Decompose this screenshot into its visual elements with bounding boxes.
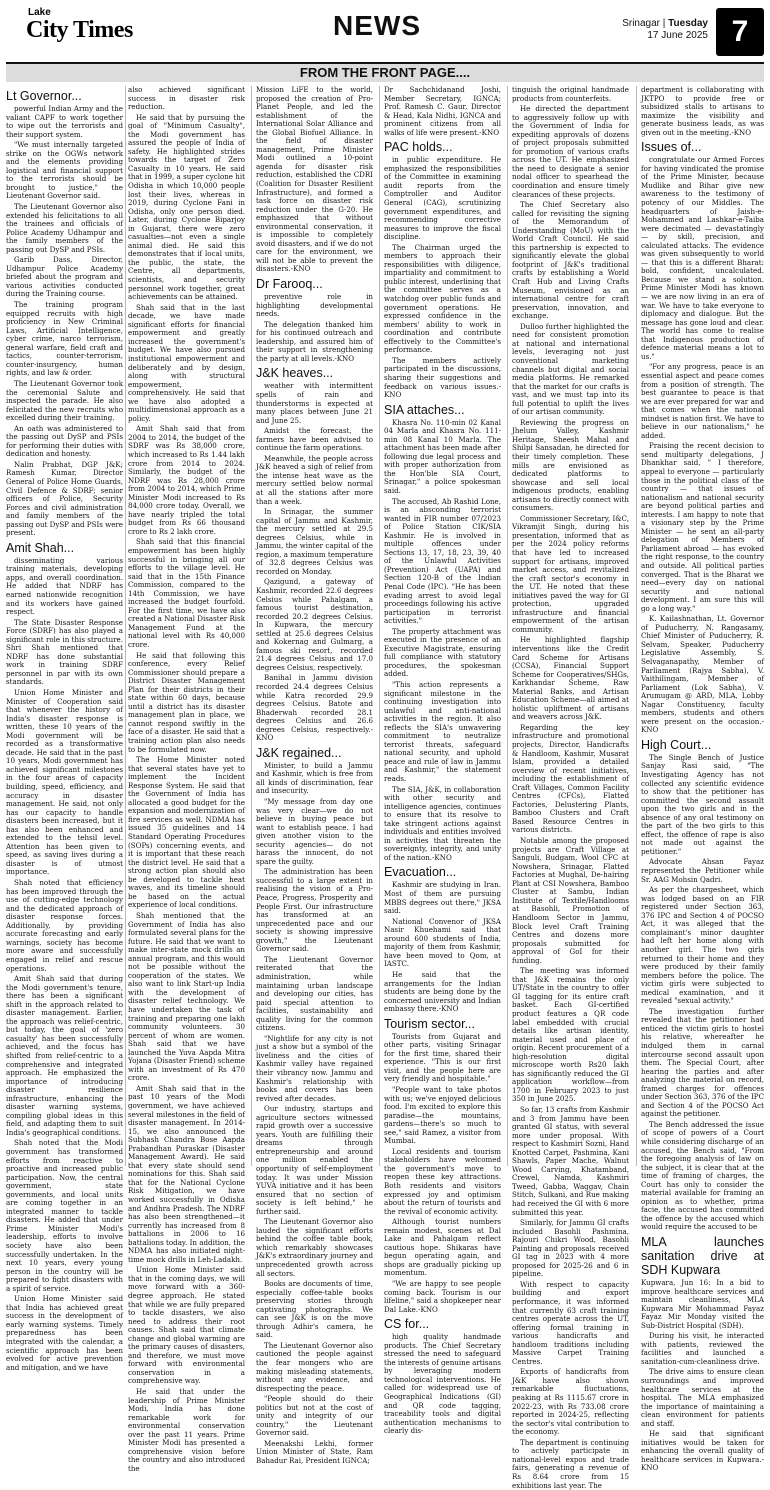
article-paragraph: The Lieutenant Governor reiterated that the administration, while maintaining urban landscape and developing our cities, has paid special attention to facilities, sustainability and quality living for the common citizens. <box>256 954 373 1033</box>
article-paragraph: Commissioner Secretary, I&C, Vikramjit Singh, during his presentation, informed that as per the 2024 policy reforms that have led to increased support for artisans, improved market access, and revitalized the craft sector's economy in the UT. He noted that these initiatives paved the way for GI protection, upgraded infrastructure and financial empowerment of the artisan community. <box>512 513 629 634</box>
article-paragraph: In Srinagar, the summer capital of Jammu and Kashmir, the mercury settled at 29.5 degrees Celsius, while in Jammu, the winter capital of the region, a maximum temperature of 32.8 degrees Celsius was recorded on Monday. <box>256 507 373 576</box>
article-paragraph: also achieved significant success in disaster risk reduction. <box>128 85 245 112</box>
article-paragraph: With respect to capacity building and export performance, it was informed that currently 63 craft training centres operate across the UT, offering formal training in various handicrafts and handloom traditions including Massive Carpet Training Centres. <box>512 1279 629 1366</box>
article-headline: Tourism sector... <box>384 1016 475 1031</box>
article-paragraph: Kashmir are studying in Iran. Most of them are pursuing MBBS degrees out there," JKSA said. <box>384 880 501 916</box>
article-paragraph: Books are documents of time, especially coffee-table books preserving stories through captivating photographs. We can see J&K is on the move through Adhir's camera, he said. <box>256 1279 373 1340</box>
column-6 <box>641 85 764 1473</box>
article-paragraph: The administration has been successful to a large extent in realising the vision of a Pro-Peace, Progress, Prosperity and People First. Our infrastructure has transformed at an unprecedented pace and our society is showing impressive growth," the Lieutenant Governor said. <box>256 867 373 954</box>
article-paragraph: Local residents and tourism stakeholders have welcomed the government's move to reopen these key attractions. Both residents and visitors expressed joy and optimism about the return of tourists and the revival of economic activity. <box>384 1146 501 1216</box>
article-paragraph: He said that by pursuing the goal of "Minimum Casualty", the Modi government has assured the people of India of safety. He highlighted strides towards the target of Zero Casualty in 10 years. He said that in 1999, a super cyclone hit Odisha in which 10,000 people lost their lives, whereas in 2019, during Cyclone Fani in Odisha, only one person died. Later, during Cyclone Biparjoy in Gujarat, there were zero casualties—not even a single animal died. He said this demonstrates that if local units, the public, the state, the Centre, all departments, scientists, and security personnel work together, great achievements can be attained. <box>128 112 245 302</box>
article-paragraph: Kupwara, Jun 16: In a bid to improve healthcare services and maintain cleanliness, MLA Kupwara Mir Mohammad Fayaz Fayaz Mir Monday visited the Sub-District Hospital (SDH). <box>641 1278 764 1330</box>
column-divider <box>379 86 380 1166</box>
column-5 <box>512 85 629 1490</box>
article-paragraph: congratulate our Armed Forces for having vindicated the promise of the Prime Minister, because Mudlike and Bihar give new awareness to the testimony of potency of our Middles. The headquarters of Jaish-e-Mohammed and Lashkar-e-Taiba were decimated — devastatingly — by skill, precision, and calculated attacks. The evidence was given subsequently to world — that this is a different Bharat: bold, confident, uncalculated. Because we stand a solution. Prime Minister Modi has known — we are now living in an era of war. We have to take everyone to diplomacy and dialogue. But the message has gone loud and clear. The world has come to realise that Indigenous production of defence material means a lot to us." <box>641 155 764 361</box>
article-paragraph: The Chairman urged the members to approach their responsibilities with diligence, impartiality and commitment to public interest, underlining that the committee serves as a watchdog over public funds and government operations. He expressed confidence in the members' ability to work in coordination and contribute effectively to the Committee's performance. <box>384 242 501 355</box>
article-paragraph: He said that significant initiatives would be taken for enhancing the overall quality of healthcare services in Kupwara.-KNO <box>641 1429 764 1473</box>
article-paragraph: "We are happy to see people coming back. Tourism is our lifeline," said a shopkeeper near Dal Lake.-KNO <box>384 1279 501 1314</box>
article-paragraph: The Bench addressed the issue of scope of powers of a Court while considering discharge of an accused, the Bench said, "From the foregoing analysis of law on the subject, it is clear that at the time of framing of charges, the Court has only to consider the material available for framing an opinion as to whether, prima facie, the accused has committed the offence by the accused which would require the accused to be <box>641 1119 764 1232</box>
article-columns <box>6 85 764 1490</box>
logo-city-times: City Times <box>26 17 133 43</box>
dateline-date: 17 June 2025 <box>647 30 708 41</box>
page-number: 7 <box>716 8 764 56</box>
article-headline: Evacuation... <box>384 865 457 880</box>
article-paragraph: Shah noted that the Modi government has transformed efforts from reactive to proactive and increased public participation. Now, the central government, state governments, and local units are coming together in an integrated manner to tackle disasters. He added that under Prime Minister Modi's leadership, efforts to involve society have also been successfully undertaken. In the next 10 years, every young person in the country will be prepared to fight disasters with a spirit of service. <box>6 1138 123 1293</box>
article-headline: Lt Governor... <box>6 89 82 103</box>
article-paragraph: The delegation thanked him for his continued outreach and leadership, and assured him of their support in strengthening the party at all levels.-KNO <box>256 319 373 363</box>
article-paragraph: The drive aims to ensure clean surroundings and improved healthcare services at the hospital. The MLA emphasized the importance of maintaining a clean environment for patients and staff. <box>641 1367 764 1428</box>
article-paragraph: "For any progress, peace is an essential aspect and peace comes from a position of strength. The best guarantee to peace is that we are ever prepared for war and that comes when the national mindset is nation first. We have to believe in our nationalism," he added. <box>641 362 764 440</box>
article-paragraph: powerful Indian Army and the valiant CAPF to work together to wipe out the terrorists and their support system. <box>6 104 123 139</box>
article-headline: Amit Shah... <box>6 540 75 555</box>
article-paragraph: Although tourist numbers remain modest, scenes at Dal Lake and Pahalgam reflect cautious hope. Shikaras have begun operating again, and shops are gradually picking up momentum. <box>384 1217 501 1278</box>
article-paragraph: "My message from day one was very clear—we do not believe in buying peace but want to establish peace. I had given another vision to the security agencies— do not harass the innocent, do not spare the guilty. <box>256 797 373 866</box>
article-paragraph: Shah said that in the last decade, we have made significant efforts for financial empowerment and greatly increased the government's budget. We have also pursued institutional empowerment and deliberately and by design, along with structural empowerment, comprehensively. He said that we have also adopted a multidimensional approach as a policy. <box>128 302 245 423</box>
article-paragraph: The Single Bench of Justice Sanjay Rasi said, "The Investigating Agency has not collected any scientific evidence to show that the petitioner has committed the second assault upon the two girls and in the absence of any oral testimony on the part of the two girls to this effect, the offence of rape is also not made out against the petitioner." <box>641 752 764 856</box>
article-paragraph: The property attachment was executed in the presence of an Executive Magistrate, ensuring full compliance with statutory procedures, the spokesman added. <box>384 626 501 679</box>
article-paragraph: preventive role in highlighting developmental needs. <box>256 292 373 319</box>
article-paragraph: Shah noted that efficiency has been improved through the use of cutting-edge technology and the dedicated approach of disaster response forces. Additionally, by providing accurate forecasting and early warnings, society has become more aware and successfully engaged in relief and rescue operations. <box>6 878 123 973</box>
article-headline: SIA attaches... <box>384 402 465 417</box>
article-paragraph: Khasra No. 110-min 02 Kanal 04 Marla and Khasra No. 111-min 08 Kanal 10 Marla. The attachment has been made after following due legal process and with proper authorization from the Hon'ble SIA Court, Srinagar," a police spokesman said. <box>384 417 501 495</box>
article-paragraph: The Lieutenant Governor also extended his felicitations to all the trainees and officials of Police Academy Udhampur and the family members of the passing out DySP and PSIs. <box>6 202 123 254</box>
article-paragraph: "We must internally targeted strike on the OGWs network and the elements providing logistical and financial support to the terrorists should be brought to justice," the Lieutenant Governor said. <box>6 140 123 201</box>
article-paragraph: Shah said that this financial empowerment has been highly successful in bringing all our efforts to the village level. He said that in the 15th Finance Commission, compared to the 14th Commission, we have increased the budget fourfold. For the first time, we have also created a National Disaster Risk Management Fund at the national level with Rs 40,000 crore. <box>128 537 245 649</box>
article-headline: Dr Farooq... <box>256 277 323 292</box>
article-paragraph: The Lieutenant Governor also lauded the significant efforts behind the coffee table book, which remarkably showcases J&K's extraordinary journey and unprecedented growth across all sectors. <box>256 1217 373 1278</box>
article-headline: Issues of... <box>641 140 702 155</box>
article-paragraph: Tourists from Gujarat and other parts, visiting Srinagar for the first time, shared their experience. "This is our first visit, and the people here are very friendly and hospitable." <box>384 1031 501 1084</box>
article-paragraph: Qazigund, a gateway of Kashmir, recorded 22.6 degrees Celsius while Pahalgam, a famous tourist destination, recorded 20.2 degrees Celsius. In Kupwara, the mercury settled at 25.6 degrees Celsius and Kokernag and Gulmarg, a famous ski resort, recorded 21.4 degrees Celsius and 17.0 degrees Celsius, respectively. <box>256 577 373 672</box>
column-divider <box>636 86 637 1166</box>
article-paragraph: disseminating various training materials, developing apps, and overall coordination. He added that NDRF has earned nationwide recognition and its workers have gained respect. <box>6 555 123 617</box>
article-paragraph: Shah mentioned that the Government of India has also formulated several plans for the future. He said that we want to make inter-state mock drills an annual program, and this would not be possible without the cooperation of the states. We also want to link Start-up India with the development of disaster relief technology. We have undertaken the task of training and preparing one lakh community volunteers. 30 percent of whom are women. Shah said that we have launched the Yuva Aapda Mitra Yojana (Disaster Friend) scheme with an investment of Rs 470 crore. <box>128 910 245 1083</box>
dateline-day: Tuesday <box>668 18 708 29</box>
column-divider <box>251 86 252 1166</box>
article-headline: J&K regained... <box>256 745 342 760</box>
article-paragraph: The accused, Ab Rashid Lone, is an absconding terrorist wanted in FIR number 07/2023 of Police Station CIK/SIA Kashmir. He is involved in multiple offences under Sections 13, 17, 18, 23, 39, 40 of the Unlawful Activities (Prevention) Act (UAPA) and Section 120-B of the Indian Penal Code (IPC). "He has been evading arrest to avoid legal proceedings following his active participation in terrorist activities." <box>384 496 501 626</box>
article-paragraph: Mission LiFE to the world, proposed the creation of Pro-Planet People, and led the establishment of the International Solar Alliance and the Global Biofuel Alliance. In the field of disaster management, Prime Minister Modi outlined a 10-point agenda for disaster risk reduction, established the CDRI (Coalition for Disaster Resilient Infrastructure), and formed a task force on disaster risk reduction under the G-20. He emphasized that without environmental conservation, it is impossible to completely avoid disasters, and if we do not care for the environment, we will not be able to prevent the disasters.-KNO <box>256 85 373 274</box>
article-paragraph: Amit Shah said that from 2004 to 2014, the budget of the SDRF was Rs 38,000 crore, which increased to Rs 1.44 lakh crore from 2014 to 2024. Similarly, the budget of the NDRF was Rs 28,000 crore from 2004 to 2014, which Prime Minister Modi increased to Rs 84,000 crore today. Overall, we have nearly tripled the total budget from Rs 66 thousand crore to Rs 2 lakh crore. <box>128 424 245 536</box>
article-headline: MLA launches sanitation drive at SDH Kupwara <box>641 1235 764 1277</box>
article-paragraph: "This action represents a significant milestone in the continuing investigation into unlawful and anti-national activities in the region. It also reflects the SIA's unwavering commitment to neutralize terrorist threats, safeguard national security, and uphold peace and rule of law in Jammu and Kashmir," the statement reads. <box>384 680 501 784</box>
section-banner: FROM THE FRONT PAGE.... <box>6 64 764 82</box>
article-paragraph: As per the chargesheet, which was lodged based on an FIR registered under Section 363, 376 IPC and Section 4 of POCSO Act, it was alleged that the complainant's minor daughter had left her home along with another girl. The two girls returned to their home and they were produced by their family members before the police. The victim girls were subjected to medical examination, and it revealed "sexual activity." <box>641 885 764 1006</box>
column-3 <box>256 85 373 1466</box>
column-divider <box>125 86 126 1166</box>
article-headline: High Court... <box>641 737 712 752</box>
column-1 <box>6 86 123 1372</box>
article-paragraph: Dulloo further highlighted the need for consistent promotion at national and international levels, leveraging not just conventional marketing channels but digital and social media platforms. He remarked that the market for our crafts is vast, and we must tap into its full potential to uplift the lives of our artisan community. <box>512 321 629 417</box>
article-paragraph: The training program equipped recruits with high proficiency in New Criminal Laws, Artificial Intelligence, cyber crime, narco terrorism, general warfare, field craft and tactics, counter-terrorism, counter-insurgency, human rights, and law & order. <box>6 300 123 378</box>
article-paragraph: weather with intermittent spells of rain and thunderstorms is expected at many places between June 21 and June 25. <box>256 381 373 425</box>
column-divider <box>507 86 508 1166</box>
article-paragraph: Notable among the proposed projects are Craft Village at Sanguli, Budgam, Wool CFC at Nowshera, Srinagar, Flatted Factories at Mughal, De-hairing Plant at CSI Nowshera, Bamboo Cluster at Sambu, Indian Institute of Textile/Handlooms at Basohli, Promotion of Handloom Sector in Jammu, Block level Craft Training Centres and dozens more proposals submitted for approval of GoI for their funding. <box>512 836 629 965</box>
article-paragraph: Amidst the forecast, the farmers have been advised to continue the farm operations. <box>256 426 373 453</box>
logo <box>6 5 186 63</box>
article-headline: J&K heaves... <box>256 366 334 381</box>
article-paragraph: Advocate Ahsan Fayaz represented the Petitioner while Sr. AAG Mohsin Qadri. <box>641 857 764 884</box>
article-paragraph: in public expenditure. He emphasized the responsibilities of the Committee in examining audit reports from the Comptroller and Auditor General (CAG), scrutinizing government expenditures, and recommending corrective measures to improve the fiscal discipline. <box>384 155 501 242</box>
article-paragraph: Reviewing the progress on Jhelum Valley, Kashmir Heritage, Sheesh Mahal and Shilpi Sansadan, he directed for their timely completion. These mills are envisioned as dedicated platforms to showcase and sell local indigenous products, enabling artisans to directly connect with consumers. <box>512 417 629 513</box>
article-paragraph: Garib Dass, Director, Udhampur Police Academy briefed about the program and various activities conducted during the Training course. <box>6 255 123 299</box>
article-paragraph: The meeting was informed that J&K remains the only UT/State in the country to offer GI tagging for its entire craft basket. Each GI-certified product features a QR code label embedded with crucial details like artisan identity, material used and place of origin. Recent procurement of a high-resolution digital microscope worth Rs20 lakh has significantly reduced the GI application workflow—from 1700 in February 2023 to just 350 in June 2025. <box>512 966 629 1104</box>
article-paragraph: "Nightlife for any city is not just a show but a symbol of the liveliness and the cities of Kashmir valley have regained their vibrancy now. Jammu and Kashmir's relationship with books and covers has been revived after decades. <box>256 1033 373 1103</box>
article-paragraph: "People want to take photos with us; we've enjoyed delicious food. I'm excited to explore this paradise—the mountains, gardens—there's so much to see," said Ramez, a visitor from Mumbai. <box>384 1084 501 1146</box>
article-paragraph: He said that under the leadership of Prime Minister Modi, India has done remarkable work for environmental conservation over the past 11 years. Prime Minister Modi has presented a comprehensive vision before the country and also introduced the <box>128 1387 245 1473</box>
column-2 <box>128 85 245 1473</box>
article-paragraph: The Home Minister noted that several states have yet to implement the Incident Response System. He said that the Government of India has allocated a good budget for the expansion and modernization of fire services as well. NDMA has issued 35 guidelines and 14 Standard Operating Procedures (SOPs) concerning events, and it is important that these reach the district level. He said that a strong action plan should also be developed to tackle heat waves, and its timeline should be based on the actual experience of local conditions. <box>128 755 245 910</box>
article-paragraph: The Chief Secretary also called for revisiting the signing of the Memorandum of Understanding (MoU) with the World Craft Council. He said this partnership is expected to significantly elevate the global footprint of J&K's traditional crafts by establishing a World Craft Hub and Living Crafts Museum, envisioned as an international centre for craft preservation, innovation, and exchange. <box>512 200 629 321</box>
article-paragraph: The Lieutenant Governor also cautioned the people against the fear mongers who are making misleading statements, without any evidence, and disrespecting the peace. <box>256 1340 373 1393</box>
article-paragraph: Union Home Minister said that India has achieved great success in the development of early warning systems. Timely preparedness has been integrated with the calendar, a scientific approach has been evolved for active prevention and mitigation, and we have <box>6 1294 123 1372</box>
article-paragraph: So far, 13 crafts from Kashmir and 3 from Jammu have been granted GI status, with several more under proposal. With respect to Kashmiri Sozni, Hand Knotted Carpet, Pashmina, Kani Shawls, Paper Mache, Walnut Wood Carving, Khatamband, Crewel, Namda, Kashmiri Tweed, Gabba, Waggav, Chain Stitch, Sulkani, and Rue making had received the GI with 6 more submitted this year. <box>512 1104 629 1217</box>
article-headline: PAC holds... <box>384 140 453 155</box>
article-paragraph: Meenakshi Lekhi, former Union Minister of State, Ram Bahadur Rai, President IGNCA; <box>256 1438 373 1466</box>
article-paragraph: Amit Shah said that in the past 10 years of the Modi government, we have achieved several milestones in the field of disaster management. In 2014-15, we also announced the Subhash Chandra Bose Aapda Prabandhan Puraskar (Disaster Management Award). He said that every state should send nominations for this. Shah said that for the National Cyclone Risk Mitigation, we have worked successfully in Odisha and Andhra Pradesh. The NDRF has also been strengthened—it currently has increased from 8 battalions in 2006 to 16 battalions today. In addition, the NDMA has also initiated night-time mock drills in Leh-Ladakh. <box>128 1083 245 1264</box>
article-paragraph: He directed the department to aggressively follow up with the Government of India for expediting approvals of dozens of project proposals submitted for promotion of various crafts across the UT. He emphasized the need to designate a senior nodal officer to spearhead the coordination and ensure timely clearances of these projects. <box>512 104 629 199</box>
article-paragraph: high quality handmade products. The Chief Secretary stressed the need to safeguard the interests of genuine artisans by leveraging modern technological interventions. He called for widespread use of Geographical Indications (GI) and QR code tagging, traceability tools and digital authentication mechanisms to clearly dis- <box>384 1332 501 1436</box>
article-headline: CS for... <box>384 1317 430 1332</box>
article-paragraph: Praising the recent decision to send multiparty delegations, J Dhankhar said, " I therefore, appeal to everyone — particularly those in the political class of the country — that issues of nationalism and national security are beyond political parties and interests. I am happy to note that a visionary step by the Prime Minister — he sent an all-party delegation of Members of Parliament abroad — has evoked the right response, to the country and outside. All political parties converged. That is the Bharat we need—every day on national security and national development. I am sure this will go a long way." <box>641 441 764 613</box>
logo-lake: Lake <box>28 7 51 18</box>
article-paragraph: department is collaborating with JKTPO to provide free or subsidized stalls to artisans to maximize the visibility and generate business leads, as was given out in the meeting.-KNO <box>641 85 764 137</box>
article-paragraph: An oath was administered to the passing out DySP and PSIs for performing their duties with dedication and honesty. <box>6 423 123 459</box>
article-paragraph: The State Disaster Response Force (SDRF) has also played a significant role in this structure. Shri Shah mentioned that NDRF has done substantial work in training SDRF personnel in par with its own standards. <box>6 617 123 687</box>
article-paragraph: Amit Shah said that during the Modi government's tenure, there has been a significant shift in the approach related to disaster management. Earlier, the approach was relief-centric, but today, the goal of 'zero casualty' has been successfully achieved, and the focus has shifted from relief-centric to a comprehensive and integrated approach. He emphasized the importance of introducing disaster resilience infrastructure, enhancing the disaster warning systems, compiling global ideas in this field, and adapting them to suit India's geographical conditions. <box>6 974 123 1137</box>
article-paragraph: Exports of handicrafts from J&K have also shown remarkable fluctuations, peaking at Rs 1115.67 crore in 2022-23, with Rs 733.08 crore reported in 2024-25, reflecting the sector's vital contribution to the economy. <box>512 1367 629 1437</box>
article-paragraph: National Convenor of JKSA Nasir Khuehami said that around 600 students of India, majority of them from Kashmir, have been moved to Qom, at IASTC. <box>384 916 501 969</box>
article-paragraph: K. Kailashnathan, Lt. Governor of Puducherry, N. Rangasamy, Chief Minister of Puducherry, R. Selvam, Speaker, Puducherry Legislative Assembly, S. Selvaganapathy, Member of Parliament (Rajya Sabha), V. Vaithilingam, Member of Parliament (Lok Sabha), V. Arumugam @ ARD, MLA, Lobby Nagar Constituency, faculty members, students and others were present on the occasion.-KNO <box>641 614 764 735</box>
article-paragraph: Dr Sachchidanand Joshi, Member Secretary, IGNCA; Prof. Ramesh C. Gaur, Director & Head, Kala Nidhi, IGNCA and prominent citizens from all walks of life were present.-KNO <box>384 85 501 137</box>
article-paragraph: Meanwhile, the people across J&K heaved a sigh of relief from the intense heat wave as the mercury settled below normal at all the stations after more than a week. <box>256 453 373 506</box>
article-paragraph: Union Home Minister and Minister of Cooperation said that whenever the history of India's disaster response is written, these 10 years of the Modi government will be recorded as a transformative decade. He said that in the past 10 years, Modi government has achieved significant milestones in the four areas of capacity building, speed, efficiency, and accuracy in disaster management. He said, not only has our capacity to handle disasters been increased, but it has also been enhanced and extended to the tehsil level. Attention has been given to speed, as saving lives during a disaster is of utmost importance. <box>6 688 123 877</box>
article-paragraph: "People should do their politics but not at the cost of unity and integrity of our country," the Lieutenant Governor said. <box>256 1394 373 1438</box>
article-paragraph: Similarly, for Jammu GI crafts included Basohli Pashmina, Rajouri Chikri Wood, Basohli Painting and proposals received GI tag in 2023 with 4 more proposed for 2025-26 and 6 in pipeline. <box>512 1218 629 1279</box>
article-paragraph: Banihal in Jammu division recorded 24.4 degrees Celsius while Katra recorded 29.9 degrees Celsius. Batote and Bhaderwah recorded 28.1 degrees Celsius and 26.6 degrees Celsius, respectively.-KNO <box>256 673 373 743</box>
dateline-city: Srinagar | <box>622 18 666 29</box>
article-paragraph: The SIA, J&K, in collaboration with other security and intelligence agencies, continues to ensure that its resolve to take stringent actions against individuals and entities involved in activities that threaten the sovereignty, integrity, and unity of the nation.-KNO <box>384 784 501 862</box>
column-4 <box>384 85 501 1436</box>
article-paragraph: Nalin Prabhat, DGP J&K; Ramesh Kumar, Director General of Police Home Guards, Civil Defence & SDRF; senior officers of Police, Security Forces and civil administration and family members of the passing out DySP and PSIs were present. <box>6 459 123 538</box>
dateline <box>622 18 708 42</box>
article-paragraph: The investigation further revealed that the petitioner had enticed the victim girls to hostel his relative, whereafter he indulged them in carnal intercourse second assault upon them. The Special Court, after hearing the parties and after analyzing the material on record, framed charges for offences under Section 363, 376 of the IPC and Section 4 of the POCSO Act against the petitioner. <box>641 1006 764 1119</box>
article-paragraph: He said that the arrangements for the Indian students are being done by the concerned university and Indian embassy there.-KNO <box>384 969 501 1014</box>
section-title: NEWS <box>333 10 421 41</box>
masthead <box>0 0 770 70</box>
article-paragraph: He said that following this conference, every Relief Commissioner should prepare a District Disaster Management Plan for their districts in their state within 60 days, because until a district has its disaster management plan in place, we cannot respond swiftly in the face of a disaster. He said that a training action plan also needs to be formulated now. <box>128 650 245 754</box>
article-paragraph: During his visit, he interacted with patients, reviewed the facilities and launched a sanitation-cum-cleanliness drive. <box>641 1331 764 1366</box>
article-paragraph: The members actively participated in the discussions, sharing their suggestions and feedback on various issues.-KNO <box>384 355 501 400</box>
article-paragraph: Regarding the key infrastructure and promotional projects, Director, Handicrafts & Handloom, Kashmir, Musarat Islam, provided a detailed overview of recent initiatives, including the establishment of Craft Villages, Common Facility Centres (CFCs), Flatted Factories, Delustering Plants, Bamboo Clusters and Craft Based Resource Centres in various districts. <box>512 722 629 835</box>
article-paragraph: The department is continuing to actively participate in national-level expos and trade fairs, generating a revenue of Rs 8.64 crore from 15 exhibitions last year. The <box>512 1437 629 1490</box>
article-paragraph: The Lieutenant Governor took the ceremonial Salute and inspected the parade. He also felicitated the new recruits who excelled during their training. <box>6 378 123 423</box>
article-paragraph: tinguish the original handmade products from counterfeits. <box>512 85 629 103</box>
article-paragraph: Our industry, startups and agriculture sectors witnessed rapid growth over a successive years. Youth are fulfilling their dreams through entrepreneurship and around one million enabled the opportunity of self-employment today. It was under Mission YUVA initiative and it has been ensured that no section of society is left behind," he further said. <box>256 1104 373 1216</box>
article-paragraph: Minister, to build a Jammu and Kashmir, which is free from all kinds of discrimination, fear and insecurity. <box>256 760 373 796</box>
article-paragraph: He highlighted flagship interventions like the Credit Card Scheme for Artisans (CCSA), Financial Support Scheme for Cooperatives/SHGs, Karkhandar Scheme, Raw Material Banks, and Artisan Education Scheme—all aimed at holistic upliftment of artisans and weavers across J&K. <box>512 635 629 722</box>
article-paragraph: Union Home Minister said that in the coming days, we will move forward with a 360-degree approach. He stated that while we are fully prepared to tackle disasters, we also need to address their root causes. Shah said that climate change and global warming are the primary causes of disasters, and therefore, we must move forward with environmental conservation in a comprehensive way. <box>128 1265 245 1386</box>
